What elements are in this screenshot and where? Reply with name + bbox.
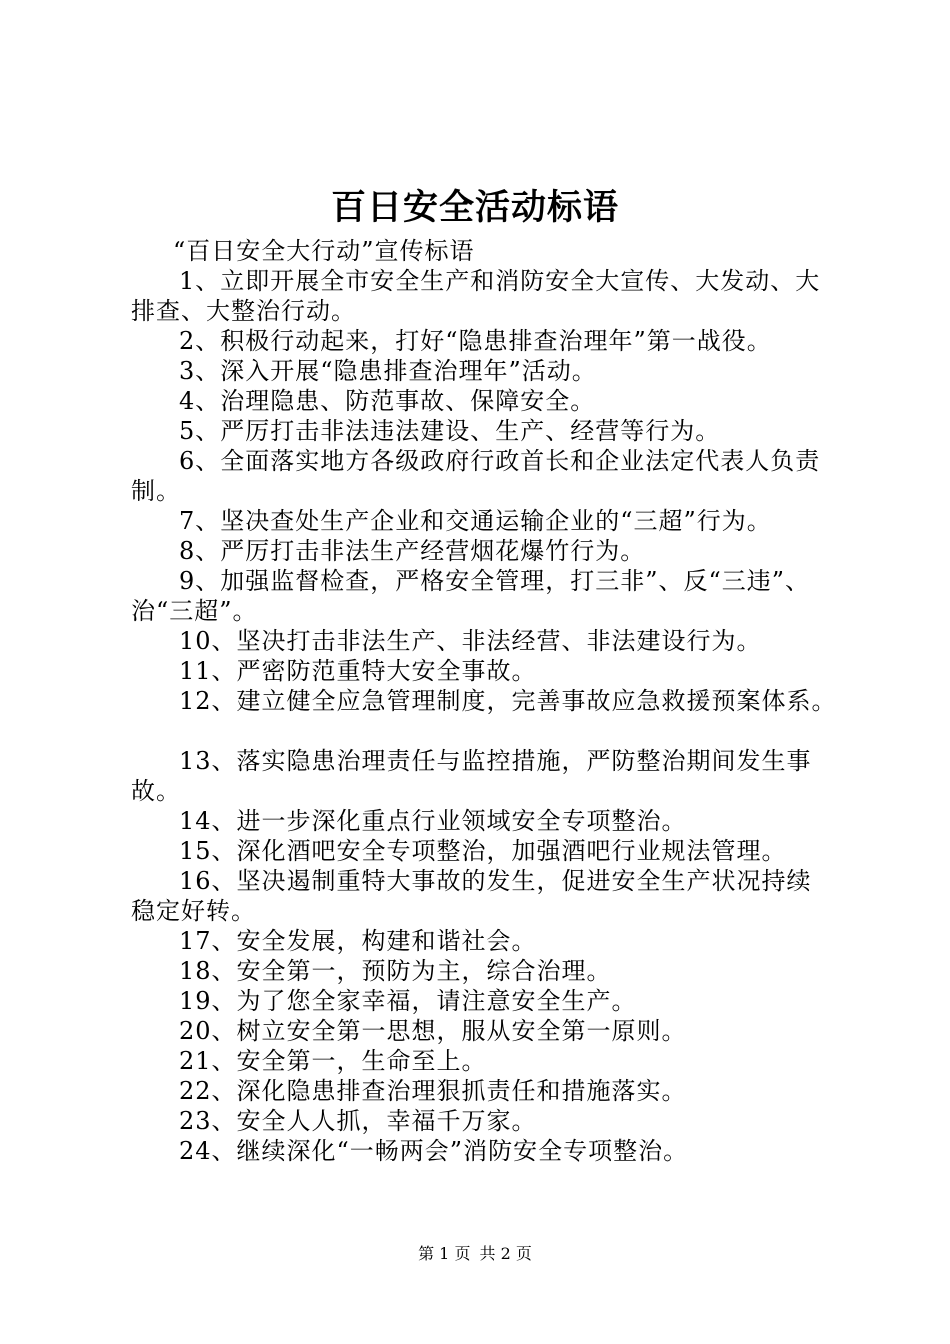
slogan-line: 3、深入开展“隐患排查治理年”活动。 <box>179 357 597 385</box>
slogan-line: 2、积极行动起来，打好“隐患排查治理年”第一战役。 <box>179 327 772 355</box>
page-number: 第 1 页 <box>418 1244 471 1263</box>
slogan-line: 12、建立健全应急管理制度，完善事故应急救援预案体系。 <box>179 687 837 715</box>
slogan-line: 9、加强监督检查，严格安全管理，打三非”、反“三违”、 <box>179 567 811 595</box>
slogan-line: 10、坚决打击非法生产、非法经营、非法建设行为。 <box>179 627 762 655</box>
slogan-line: 稳定好转。 <box>131 897 256 925</box>
slogan-line: 15、深化酒吧安全专项整治，加强酒吧行业规法管理。 <box>179 837 787 865</box>
slogan-line: 制。 <box>131 477 181 505</box>
slogan-line: 23、安全人人抓，幸福千万家。 <box>179 1107 537 1135</box>
slogan-line: 18、安全第一，预防为主，综合治理。 <box>179 957 612 985</box>
slogan-line: 21、安全第一，生命至上。 <box>179 1047 487 1075</box>
slogan-line: 1、立即开展全市安全生产和消防安全大宣传、大发动、大 <box>179 267 821 295</box>
slogan-line: 8、严厉打击非法生产经营烟花爆竹行为。 <box>179 537 646 565</box>
slogan-line: 20、树立安全第一思想，服从安全第一原则。 <box>179 1017 687 1045</box>
slogan-line: 22、深化隐患排查治理狠抓责任和措施落实。 <box>179 1077 687 1105</box>
slogan-line: 排查、大整治行动。 <box>131 297 356 325</box>
page-footer <box>0 1243 950 1265</box>
slogan-line: 4、治理隐患、防范事故、保障安全。 <box>179 387 596 415</box>
slogan-line: 治“三超”。 <box>131 597 258 625</box>
slogan-line: 7、坚决查处生产企业和交通运输企业的“三超”行为。 <box>179 507 772 535</box>
document-subtitle: “百日安全大行动”宣传标语 <box>173 237 475 265</box>
slogan-line: 16、坚决遏制重特大事故的发生，促进安全生产状况持续 <box>179 867 812 895</box>
document-body <box>131 236 853 1166</box>
page-total: 共 2 页 <box>479 1244 532 1263</box>
slogan-line: 13、落实隐患治理责任与监控措施，严防整治期间发生事 <box>179 747 812 775</box>
slogan-list <box>131 266 853 1166</box>
slogan-line: 11、严密防范重特大安全事故。 <box>179 657 537 685</box>
slogan-line: 24、继续深化“一畅两会”消防安全专项整治。 <box>179 1137 689 1165</box>
slogan-line: 5、严厉打击非法违法建设、生产、经营等行为。 <box>179 417 721 445</box>
slogan-line: 6、全面落实地方各级政府行政首长和企业法定代表人负责 <box>179 447 821 475</box>
document-title: 百日安全活动标语 <box>330 187 619 228</box>
slogan-line: 17、安全发展，构建和谐社会。 <box>179 927 537 955</box>
slogan-line: 故。 <box>131 777 181 805</box>
blank-line <box>131 716 853 746</box>
slogan-line: 14、进一步深化重点行业领域安全专项整治。 <box>179 807 687 835</box>
slogan-line: 19、为了您全家幸福，请注意安全生产。 <box>179 987 637 1015</box>
